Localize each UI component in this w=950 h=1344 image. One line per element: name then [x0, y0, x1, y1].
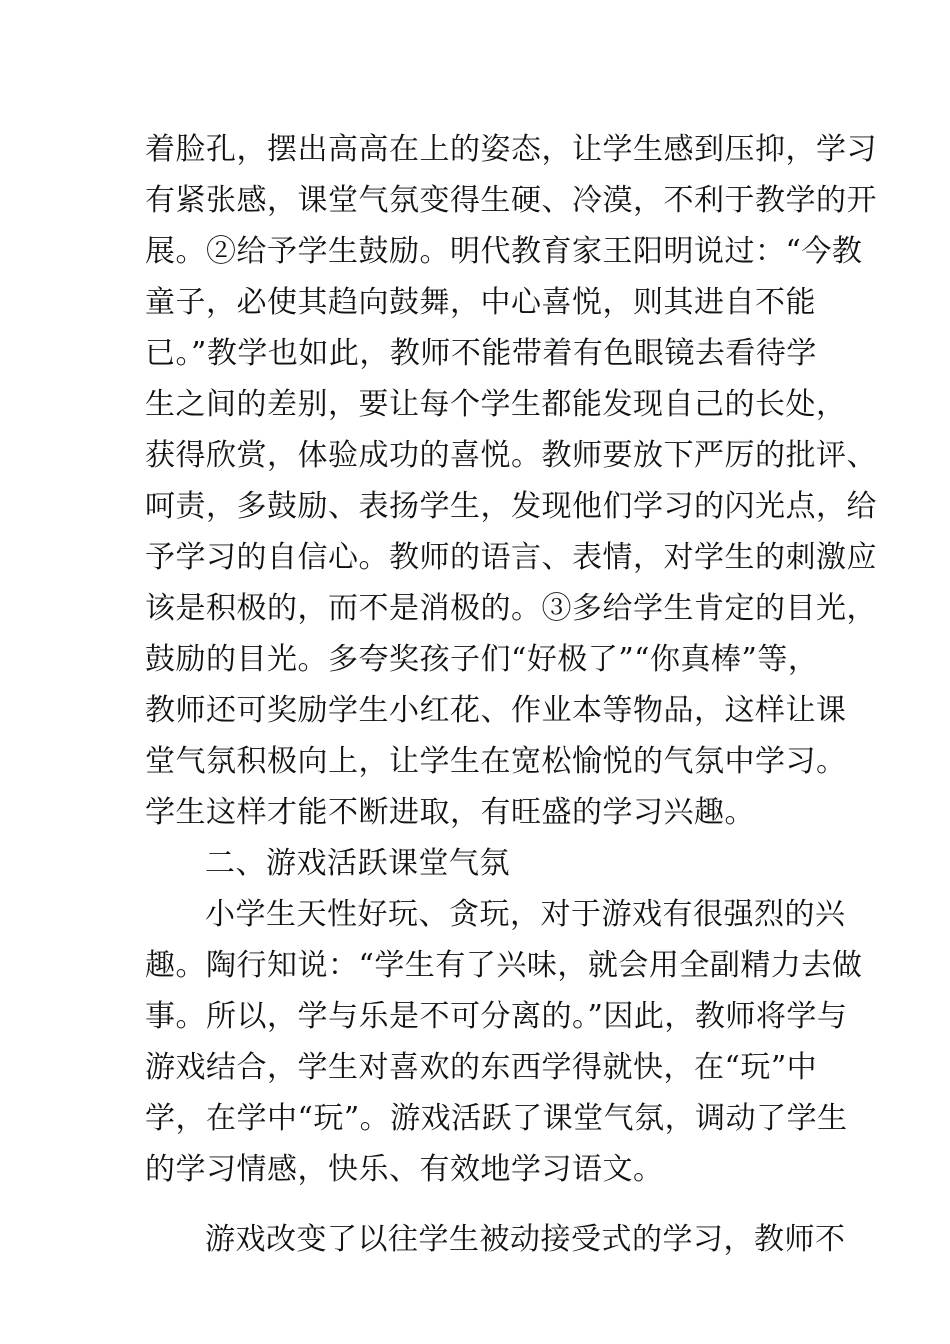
text-line: 游戏结合，学生对喜欢的东西学得就快，在“玩”中 — [145, 1050, 818, 1085]
text-line: 的学习情感，快乐、有效地学习语文。 — [145, 1152, 664, 1187]
text-line: 已。”教学也如此，教师不能带着有色眼镜去看待学 — [145, 336, 817, 371]
text-line: 予学习的自信心。教师的语言、表情，对学生的刺激应 — [145, 540, 877, 575]
section-heading: 二、游戏活跃课堂气氛 — [205, 846, 510, 881]
paragraph-first-line: 游戏改变了以往学生被动接受式的学习，教师不 — [205, 1222, 846, 1257]
text-line: 童子，必使其趋向鼓舞，中心喜悦，则其进自不能 — [145, 285, 816, 320]
text-line: 获得欣赏，体验成功的喜悦。教师要放下严厉的批评、 — [145, 438, 877, 473]
paragraph-first-line: 小学生天性好玩、贪玩，对于游戏有很强烈的兴 — [205, 897, 846, 932]
text-line: 该是积极的，而不是消极的。③多给学生肯定的目光， — [145, 591, 877, 626]
text-line: 堂气氛积极向上，让学生在宽松愉悦的气氛中学习。 — [145, 744, 847, 779]
text-line: 趣。陶行知说：“学生有了兴味，就会用全副精力去做 — [145, 948, 863, 983]
text-line: 学，在学中“玩”。游戏活跃了课堂气氛，调动了学生 — [145, 1101, 848, 1136]
text-line: 展。②给予学生鼓励。明代教育家王阳明说过：“今教 — [145, 234, 863, 269]
text-line: 着脸孔，摆出高高在上的姿态，让学生感到压抑，学习 — [145, 132, 877, 167]
text-line: 生之间的差别，要让每个学生都能发现自己的长处， — [145, 387, 847, 422]
text-line: 学生这样才能不断进取，有旺盛的学习兴趣。 — [145, 795, 755, 830]
text-line: 有紧张感，课堂气氛变得生硬、冷漠，不利于教学的开 — [145, 183, 877, 218]
text-line: 呵责，多鼓励、表扬学生，发现他们学习的闪光点，给 — [145, 489, 877, 524]
text-line: 事。所以，学与乐是不可分离的。”因此，教师将学与 — [145, 999, 848, 1034]
text-line: 教师还可奖励学生小红花、作业本等物品，这样让课 — [145, 693, 847, 728]
text-line: 鼓励的目光。多夸奖孩子们“好极了”“你真棒”等， — [145, 642, 819, 677]
